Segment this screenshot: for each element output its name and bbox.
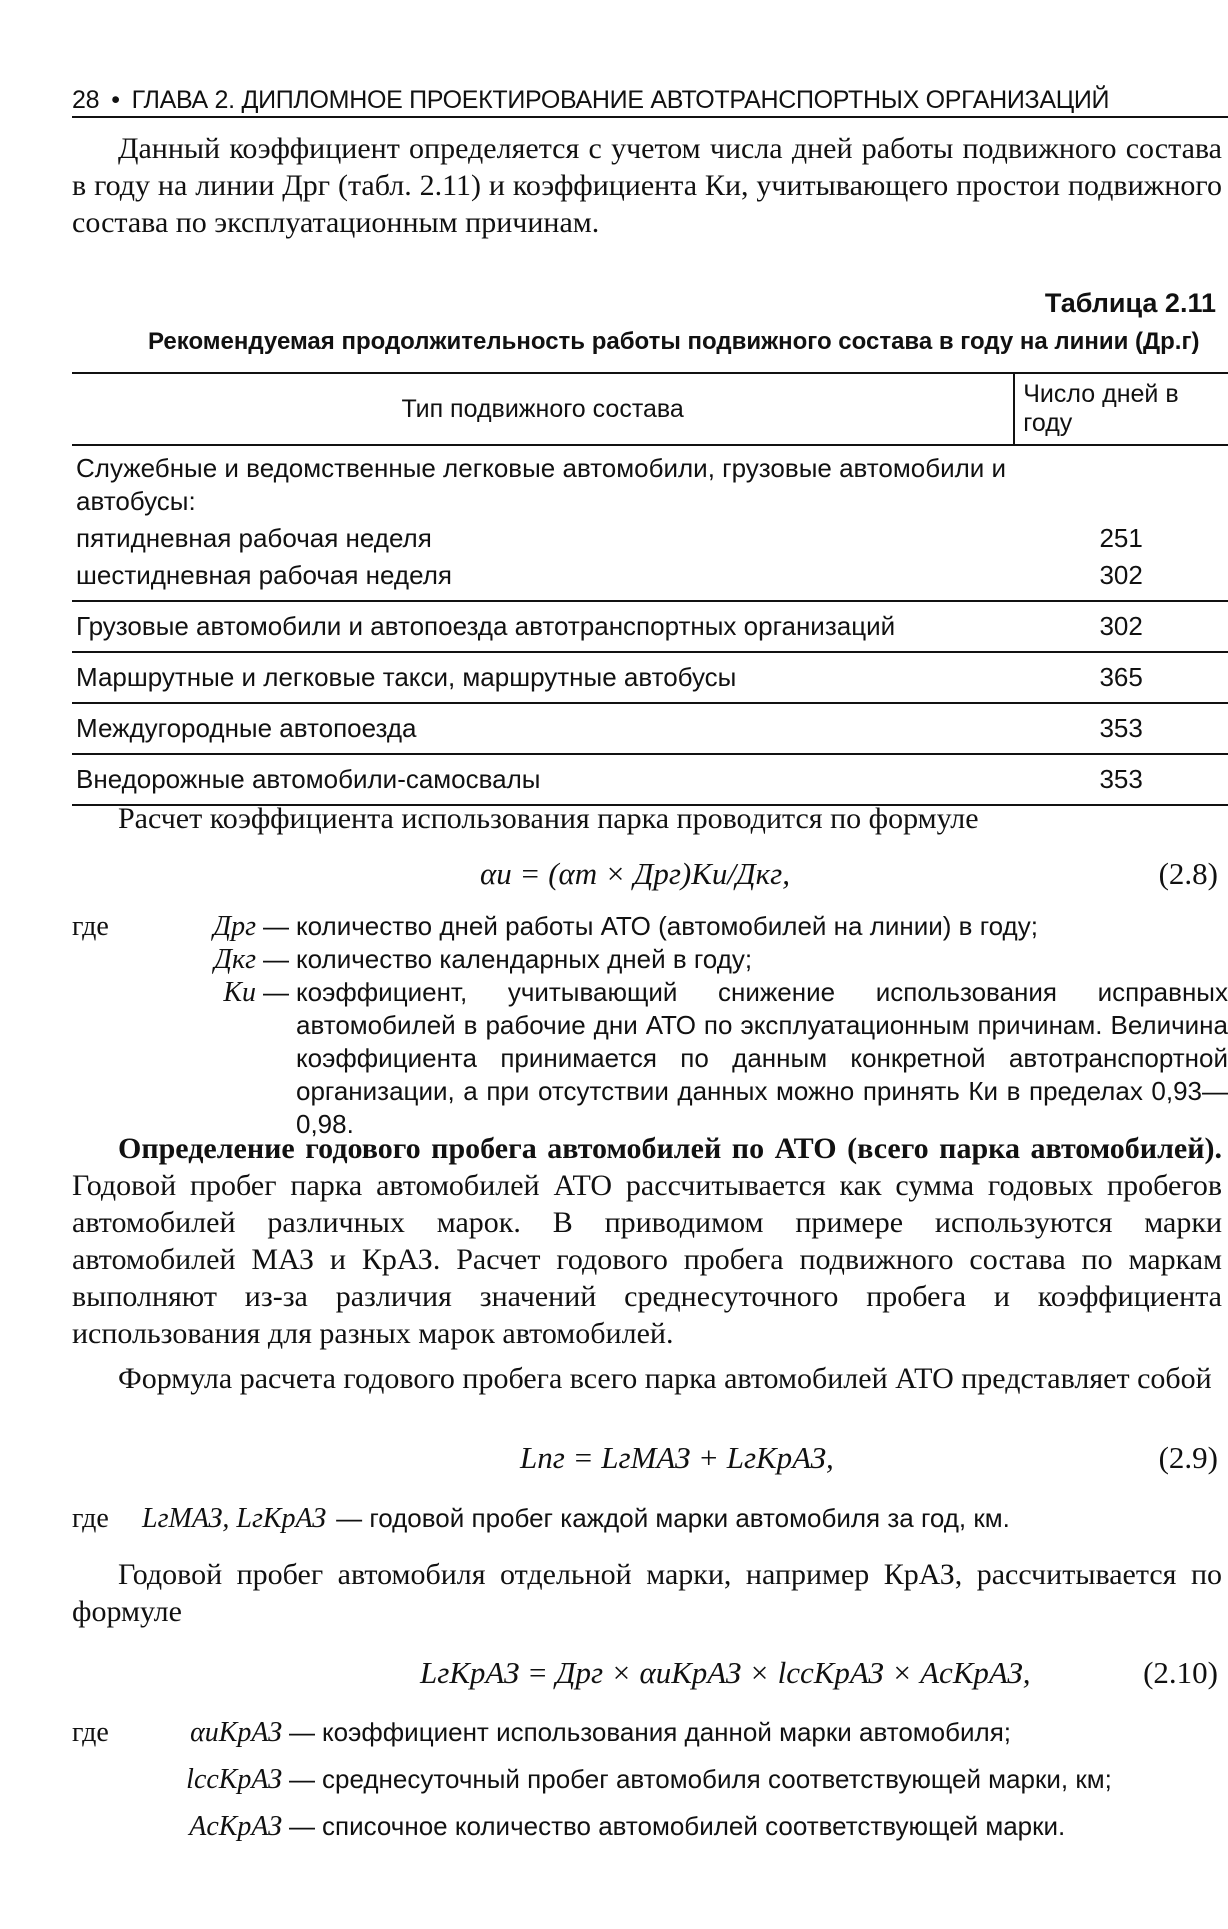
table-row — [72, 703, 1228, 754]
annual-mileage-text: Годовой пробег парка автомобилей АТО рассчитывается как сумма годовых пробегов автомобилей различных марок. В приводимом примере используются марки автомобилей МАЗ и КрАЗ. Расчет годового пробега подвижного состава по маркам выполняют из-за различия значений среднесуточного пробега и коэффициента использования для разных марок автомобилей. — [72, 1169, 1222, 1350]
definition-dash: — — [263, 911, 289, 941]
definition-symbol: lссКрАЗ — [186, 1764, 282, 1795]
table-cell-type: Междугородные автопоезда — [72, 703, 1014, 754]
table-title: Рекомендуемая продолжительность работы подвижного состава в году на линии (Др.г) — [148, 328, 1200, 355]
annual-mileage-block — [72, 1130, 1222, 1397]
where-label: где — [72, 911, 109, 942]
header-rule — [72, 116, 1228, 118]
equation-number-2-10: (2.10) — [1143, 1655, 1218, 1690]
definition-row — [72, 1716, 1228, 1749]
formula-intro-2-9: Формула расчета годового пробега всего парка автомобилей АТО представляет собой — [118, 1362, 1212, 1395]
formula-2-9: Lпг = LгМАЗ + LгКрАЗ, — [520, 1440, 834, 1475]
page-number: 28 — [72, 86, 100, 114]
column-header-type: Тип подвижного состава — [72, 373, 1014, 445]
table-cell-type: Маршрутные и легковые такси, маршрутные автобусы — [72, 652, 1014, 703]
table-cell-days: 251 — [1099, 523, 1143, 553]
table-cell-type: Внедорожные автомобили-самосвалы — [72, 754, 1014, 805]
definition-symbol: αиКрАЗ — [190, 1717, 282, 1748]
where-label: где — [72, 1503, 109, 1534]
brand-mileage-block — [72, 1556, 1222, 1630]
table-cell-type: Служебные и ведомственные легковые автомобили, грузовые автомобили и автобусы: — [76, 453, 1007, 516]
definition-symbol: AсКрАЗ — [189, 1811, 282, 1842]
table-header-row — [72, 373, 1228, 445]
definition-text: — годовой пробег каждой марки автомобиля за год, км. — [336, 1503, 1010, 1533]
definition-text: среднесуточный пробег автомобиля соответствующей марки, км; — [322, 1764, 1112, 1794]
definition-text: коэффициент использования данной марки автомобиля; — [322, 1717, 1011, 1747]
table-row — [72, 445, 1228, 520]
equation-number-2-9: (2.9) — [1158, 1440, 1218, 1475]
annual-mileage-paragraph — [72, 1130, 1222, 1352]
definition-row — [72, 976, 1228, 1141]
calc-intro: Расчет коэффициента использования парка проводится по формуле — [118, 802, 979, 835]
table-row — [72, 754, 1228, 805]
table-label: Таблица 2.11 — [1044, 288, 1216, 318]
definition-row — [72, 943, 1228, 976]
definition-dash: — — [289, 1811, 315, 1841]
definition-text: списочное количество автомобилей соответствующей марки. — [322, 1811, 1066, 1841]
formula-2-10: LгКрАЗ = Дрг × αиКрАЗ × lссКрАЗ × AсКрАЗ, — [420, 1655, 1031, 1690]
table-cell-days: 302 — [1014, 557, 1228, 601]
definition-row — [72, 1502, 1228, 1535]
definition-row — [72, 1810, 1228, 1843]
running-header — [72, 86, 1222, 115]
table-row — [72, 652, 1228, 703]
definition-dash: — — [263, 944, 289, 974]
header-bullet: • — [111, 86, 120, 114]
table-cell-days: 365 — [1014, 652, 1228, 703]
table-cell-days — [1014, 445, 1228, 520]
table-cell-type: пятидневная рабочая неделя — [76, 523, 432, 553]
column-header-days: Число дней в году — [1014, 373, 1228, 445]
definition-symbol: Дкг — [214, 944, 256, 975]
definition-symbol: Ки — [223, 977, 256, 1008]
definition-text: количество дней работы АТО (автомобилей на линии) в году; — [296, 911, 1038, 941]
definitions-2-9 — [72, 1502, 1228, 1535]
table-cell-days: 302 — [1014, 601, 1228, 652]
intro-paragraph-block — [72, 130, 1222, 241]
definition-symbol: Дрг — [213, 911, 256, 942]
chapter-title: ГЛАВА 2. ДИПЛОМНОЕ ПРОЕКТИРОВАНИЕ АВТОТРАНСПОРТНЫХ ОРГАНИЗАЦИЙ — [131, 86, 1110, 114]
definition-dash: — — [289, 1717, 315, 1747]
equation-number-2-8: (2.8) — [1158, 856, 1218, 891]
definition-row — [72, 1763, 1228, 1796]
definitions-2-10 — [72, 1716, 1228, 1843]
definitions-2-8 — [72, 910, 1228, 1141]
intro-paragraph: Данный коэффициент определяется с учетом числа дней работы подвижного состава в году на линии Дрг (табл. 2.11) и коэффициента Ки, учитывающего простои подвижного состава по эксплуатационным причинам. — [72, 132, 1222, 239]
definition-text: коэффициент, учитывающий снижение использования исправных автомобилей в рабочие дни АТО по эксплуатационным причинам. Величина коэффициента принимается по данным конкретной автотранспортной организации, а при отсутствии данных можно принять Ки в пределах 0,93—0,98. — [296, 977, 1228, 1139]
definition-dash: — — [263, 977, 289, 1007]
table-row — [72, 520, 1228, 557]
table-cell-days: 353 — [1014, 703, 1228, 754]
section-heading: Определение годового пробега автомобилей по АТО (всего парка автомобилей). — [118, 1132, 1222, 1165]
calc-intro-block — [72, 800, 1222, 837]
where-label: где — [72, 1717, 109, 1748]
data-table — [72, 372, 1228, 806]
table-row — [72, 601, 1228, 652]
definition-text: количество календарных дней в году; — [296, 944, 753, 974]
definition-row — [72, 910, 1228, 943]
formula-intro-2-10: Годовой пробег автомобиля отдельной марки, например КрАЗ, рассчитывается по формуле — [72, 1558, 1222, 1628]
definition-dash: — — [289, 1764, 315, 1794]
table-row — [72, 557, 1228, 601]
table-cell-type: Грузовые автомобили и автопоезда автотранспортных организаций — [72, 601, 1014, 652]
formula-2-8: αи = (αт × Дрг)Ки/Дкг, — [480, 856, 790, 891]
table-cell-days: 353 — [1014, 754, 1228, 805]
table-cell-type: шестидневная рабочая неделя — [72, 557, 1014, 601]
definition-symbol: LгМАЗ, LгКрАЗ — [142, 1503, 327, 1534]
